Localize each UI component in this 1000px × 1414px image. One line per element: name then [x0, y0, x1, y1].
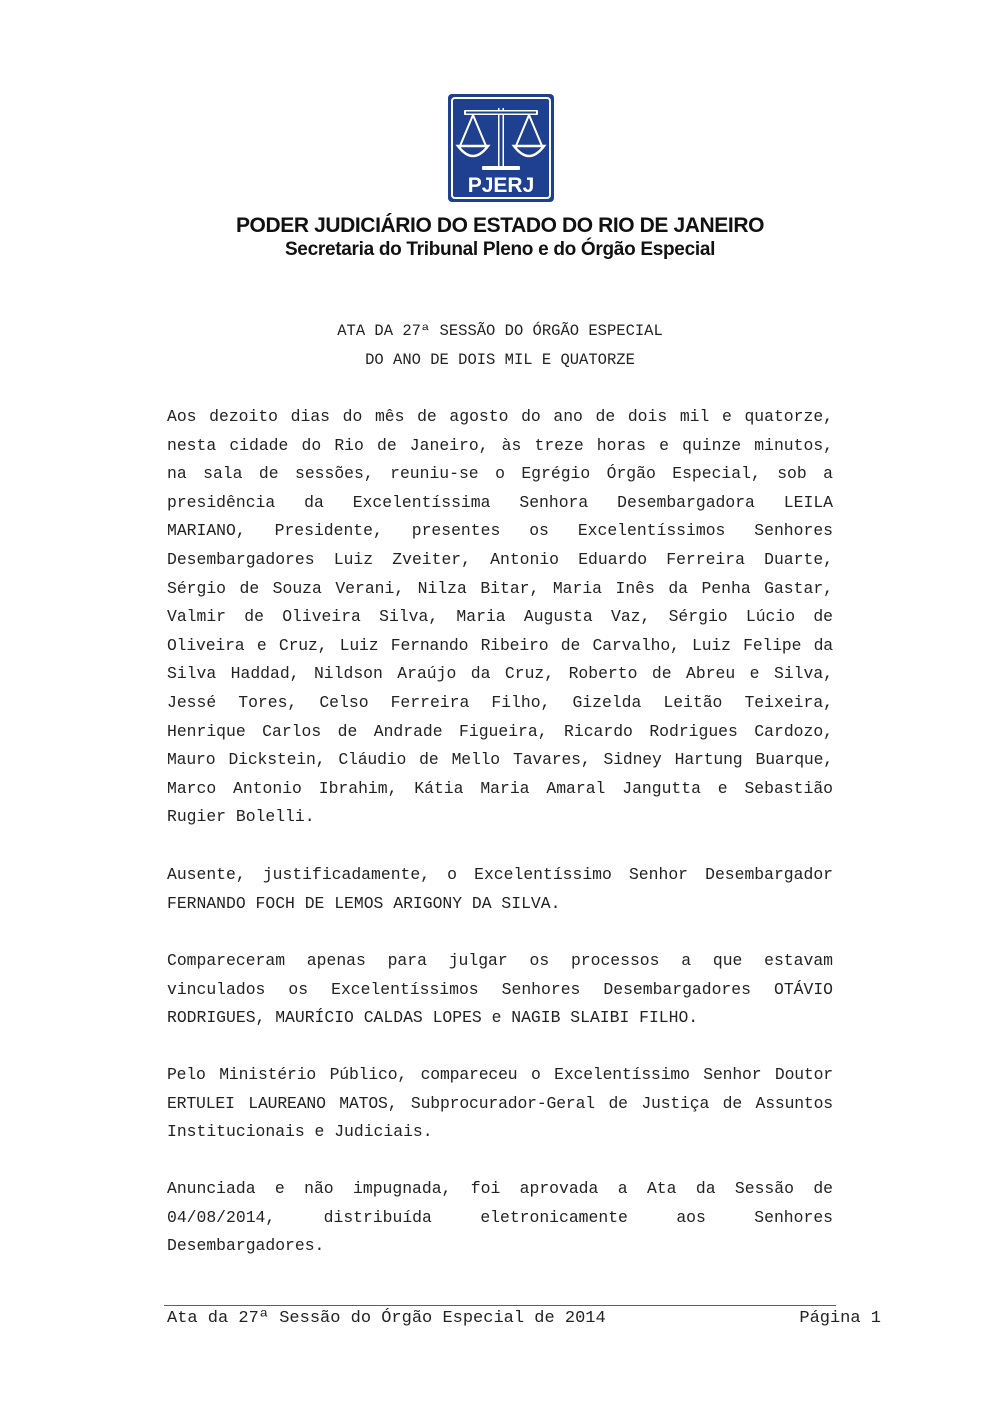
paragraph-public-ministry [167, 1061, 833, 1147]
paragraph-attendance-linked [167, 947, 833, 1033]
text-line: ERTULEI LAUREANO MATOS, Subprocurador-Geral de Justiça de Assuntos [167, 1093, 833, 1113]
institution-title: PODER JUDICIÁRIO DO ESTADO DO RIO DE JANEIRO [235, 214, 765, 237]
text-line: Sérgio de Souza Verani, Nilza Bitar, Maria Inês da Penha Gastar, [167, 578, 833, 598]
text-line: Desembargadores. [167, 1236, 325, 1256]
logo-text: PJERJ [467, 174, 535, 197]
scales-of-justice-icon [448, 94, 554, 202]
footer-divider [164, 1305, 836, 1306]
institution-subtitle: Secretaria do Tribunal Pleno e do Órgão Especial [284, 239, 716, 260]
text-line: Rugier Bolelli. [167, 807, 315, 827]
text-line: Henrique Carlos de Andrade Figueira, Ricardo Rodrigues Cardozo, [167, 721, 833, 741]
text-line: Marco Antonio Ibrahim, Kátia Maria Amaral Jangutta e Sebastião [167, 778, 833, 798]
text-line: MARIANO, Presidente, presentes os Excelentíssimos Senhores [167, 521, 833, 541]
text-line: 04/08/2014, distribuída eletronicamente aos Senhores [167, 1207, 833, 1227]
text-line: vinculados os Excelentíssimos Senhores Desembargadores OTÁVIO [167, 979, 833, 999]
paragraph-attendance [167, 403, 833, 832]
text-line: Silva Haddad, Nildson Araújo da Cruz, Roberto de Abreu e Silva, [167, 664, 833, 684]
act-title-line-2: DO ANO DE DOIS MIL E QUATORZE [365, 351, 635, 369]
text-line: Mauro Dickstein, Cláudio de Mello Tavares, Sidney Hartung Buarque, [167, 750, 833, 770]
text-line: na sala de sessões, reuniu-se o Egrégio Órgão Especial, sob a [167, 464, 833, 484]
paragraph-absence [167, 861, 833, 918]
paragraph-minutes-approval [167, 1175, 833, 1261]
text-line: FERNANDO FOCH DE LEMOS ARIGONY DA SILVA. [167, 893, 561, 913]
text-line: Institucionais e Judiciais. [167, 1122, 433, 1142]
text-line: RODRIGUES, MAURÍCIO CALDAS LOPES e NAGIB SLAIBI FILHO. [167, 1008, 699, 1028]
text-line: Valmir de Oliveira Silva, Maria Augusta Vaz, Sérgio Lúcio de [167, 607, 833, 627]
text-line: Pelo Ministério Público, compareceu o Excelentíssimo Senhor Doutor [167, 1065, 833, 1084]
text-line: Aos dezoito dias do mês de agosto do ano de dois mil e quatorze, [167, 407, 833, 426]
text-line: Desembargadores Luiz Zveiter, Antonio Eduardo Ferreira Duarte, [167, 549, 833, 569]
text-line: Anunciada e não impugnada, foi aprovada a Ata da Sessão de [167, 1179, 833, 1198]
footer-page-number: Página 1 [799, 1309, 881, 1328]
text-line: Ausente, justificadamente, o Excelentíssimo Senhor Desembargador [167, 865, 833, 884]
text-line: nesta cidade do Rio de Janeiro, às treze horas e quinze minutos, [167, 435, 833, 455]
pjerj-logo [448, 94, 554, 202]
text-line: Compareceram apenas para julgar os processos a que estavam [167, 951, 833, 970]
text-line: Oliveira e Cruz, Luiz Fernando Ribeiro de Carvalho, Luiz Felipe da [167, 635, 833, 655]
text-line: Jessé Tores, Celso Ferreira Filho, Gizelda Leitão Teixeira, [167, 692, 833, 712]
act-title-line-1: ATA DA 27ª SESSÃO DO ÓRGÃO ESPECIAL [337, 322, 663, 340]
text-line: presidência da Excelentíssima Senhora Desembargadora LEILA [167, 492, 833, 512]
footer-document-title: Ata da 27ª Sessão do Órgão Especial de 2014 [167, 1309, 606, 1328]
